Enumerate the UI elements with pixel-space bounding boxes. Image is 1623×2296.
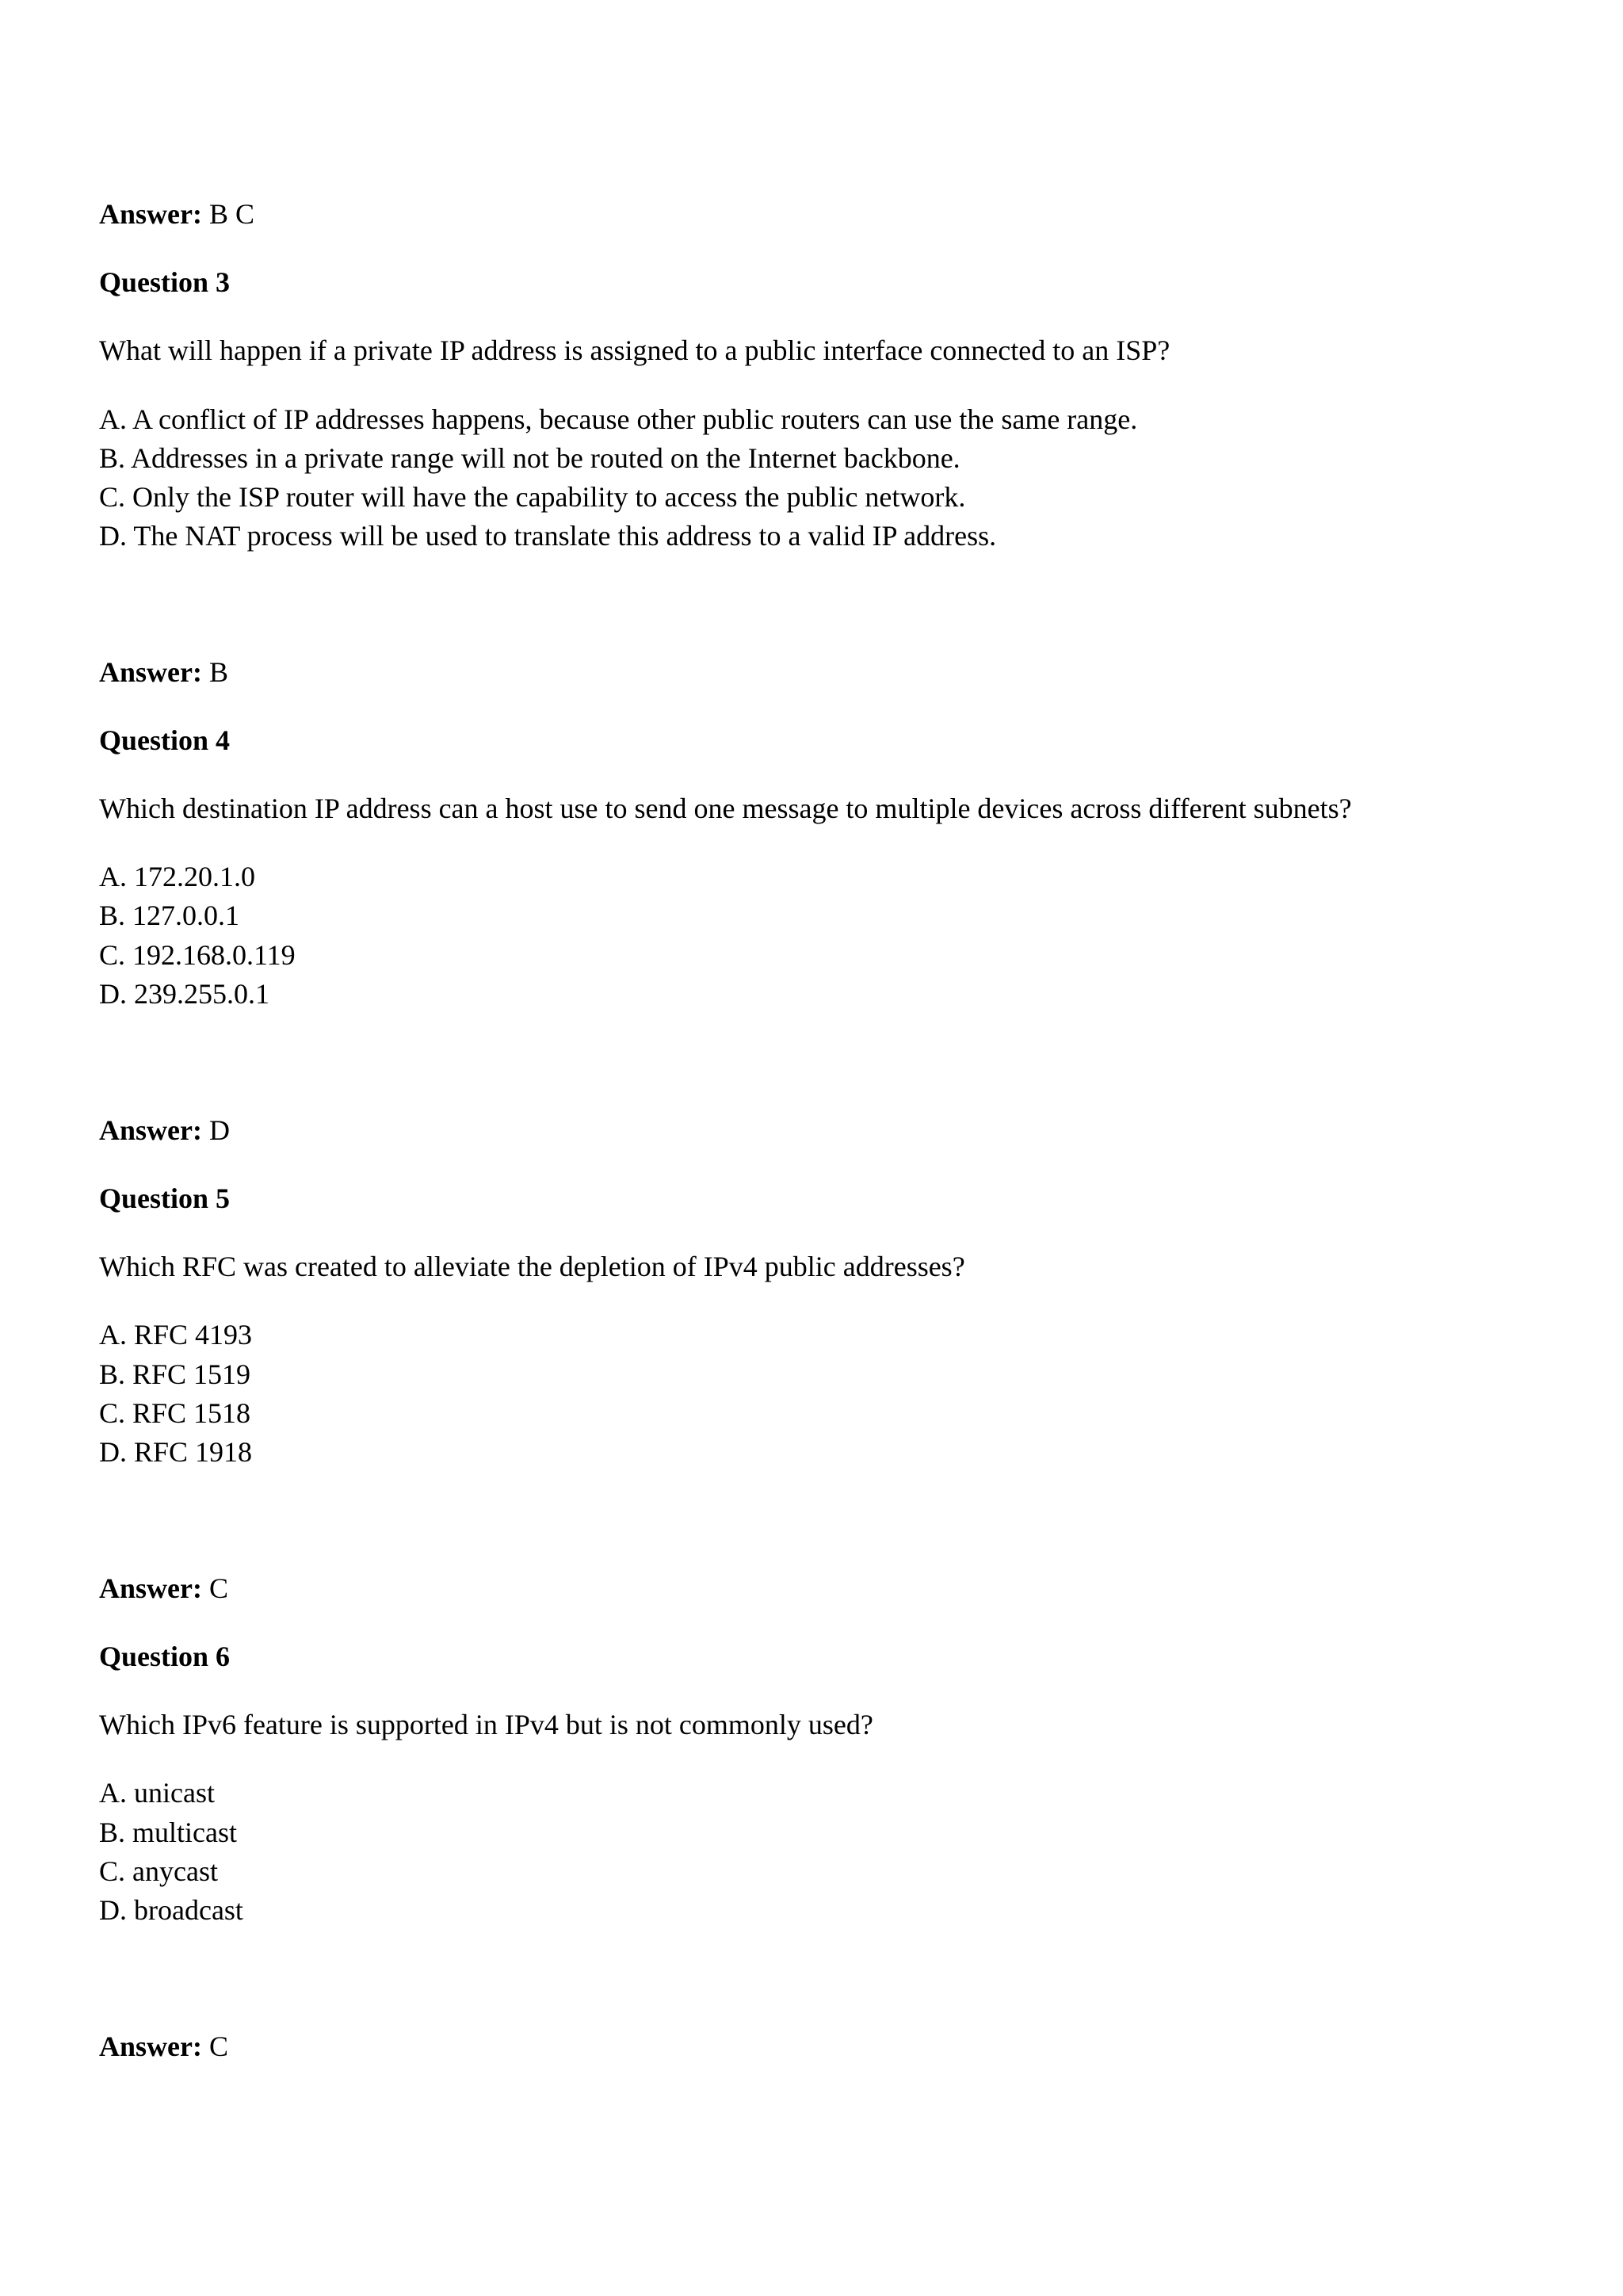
answer-line (99, 2029, 228, 2064)
answer-value: C (208, 1572, 228, 1604)
answer-line (99, 1571, 228, 1606)
answer-line (99, 197, 254, 231)
option-item: D. The NAT process will be used to translate this address to a valid IP address. (99, 520, 997, 552)
answer-value: C (208, 2030, 228, 2062)
option-item: D. broadcast (99, 1894, 243, 1926)
option-item: A. 172.20.1.0 (99, 861, 255, 892)
answer-label: Answer: (99, 2030, 202, 2062)
answer-value: D (208, 1114, 230, 1146)
option-item: C. anycast (99, 1855, 218, 1887)
option-item: B. 127.0.0.1 (99, 900, 240, 931)
option-item: C. RFC 1518 (99, 1397, 251, 1429)
question-title: Question 3 (99, 266, 231, 298)
option-item: D. RFC 1918 (99, 1436, 253, 1468)
question-text: What will happen if a private IP address is assigned to a public interface connected to an ISP? (99, 334, 1170, 366)
answer-label: Answer: (99, 1572, 202, 1604)
answer-label: Answer: (99, 1114, 202, 1146)
answer-value: B (208, 656, 228, 688)
option-item: A. A conflict of IP addresses happens, because other public routers can use the same range. (99, 403, 1138, 435)
answer-line (99, 655, 228, 690)
answer-value: B C (208, 198, 255, 230)
option-item: B. RFC 1519 (99, 1358, 251, 1390)
answer-label: Answer: (99, 198, 202, 230)
option-item: B. Addresses in a private range will not be routed on the Internet backbone. (99, 442, 960, 474)
answer-line (99, 1113, 230, 1148)
question-title: Question 5 (99, 1182, 231, 1214)
option-item: A. RFC 4193 (99, 1319, 253, 1350)
question-title: Question 6 (99, 1641, 231, 1672)
question-text: Which RFC was created to alleviate the depletion of IPv4 public addresses? (99, 1251, 965, 1282)
option-item: B. multicast (99, 1817, 237, 1848)
answer-label: Answer: (99, 656, 202, 688)
question-text: Which IPv6 feature is supported in IPv4 but is not commonly used? (99, 1709, 873, 1740)
option-item: C. 192.168.0.119 (99, 939, 296, 971)
option-item: C. Only the ISP router will have the capability to access the public network. (99, 481, 966, 513)
question-title: Question 4 (99, 724, 231, 756)
option-item: D. 239.255.0.1 (99, 978, 269, 1010)
question-text: Which destination IP address can a host use to send one message to multiple devices across different subnets? (99, 793, 1352, 824)
option-item: A. unicast (99, 1777, 215, 1809)
